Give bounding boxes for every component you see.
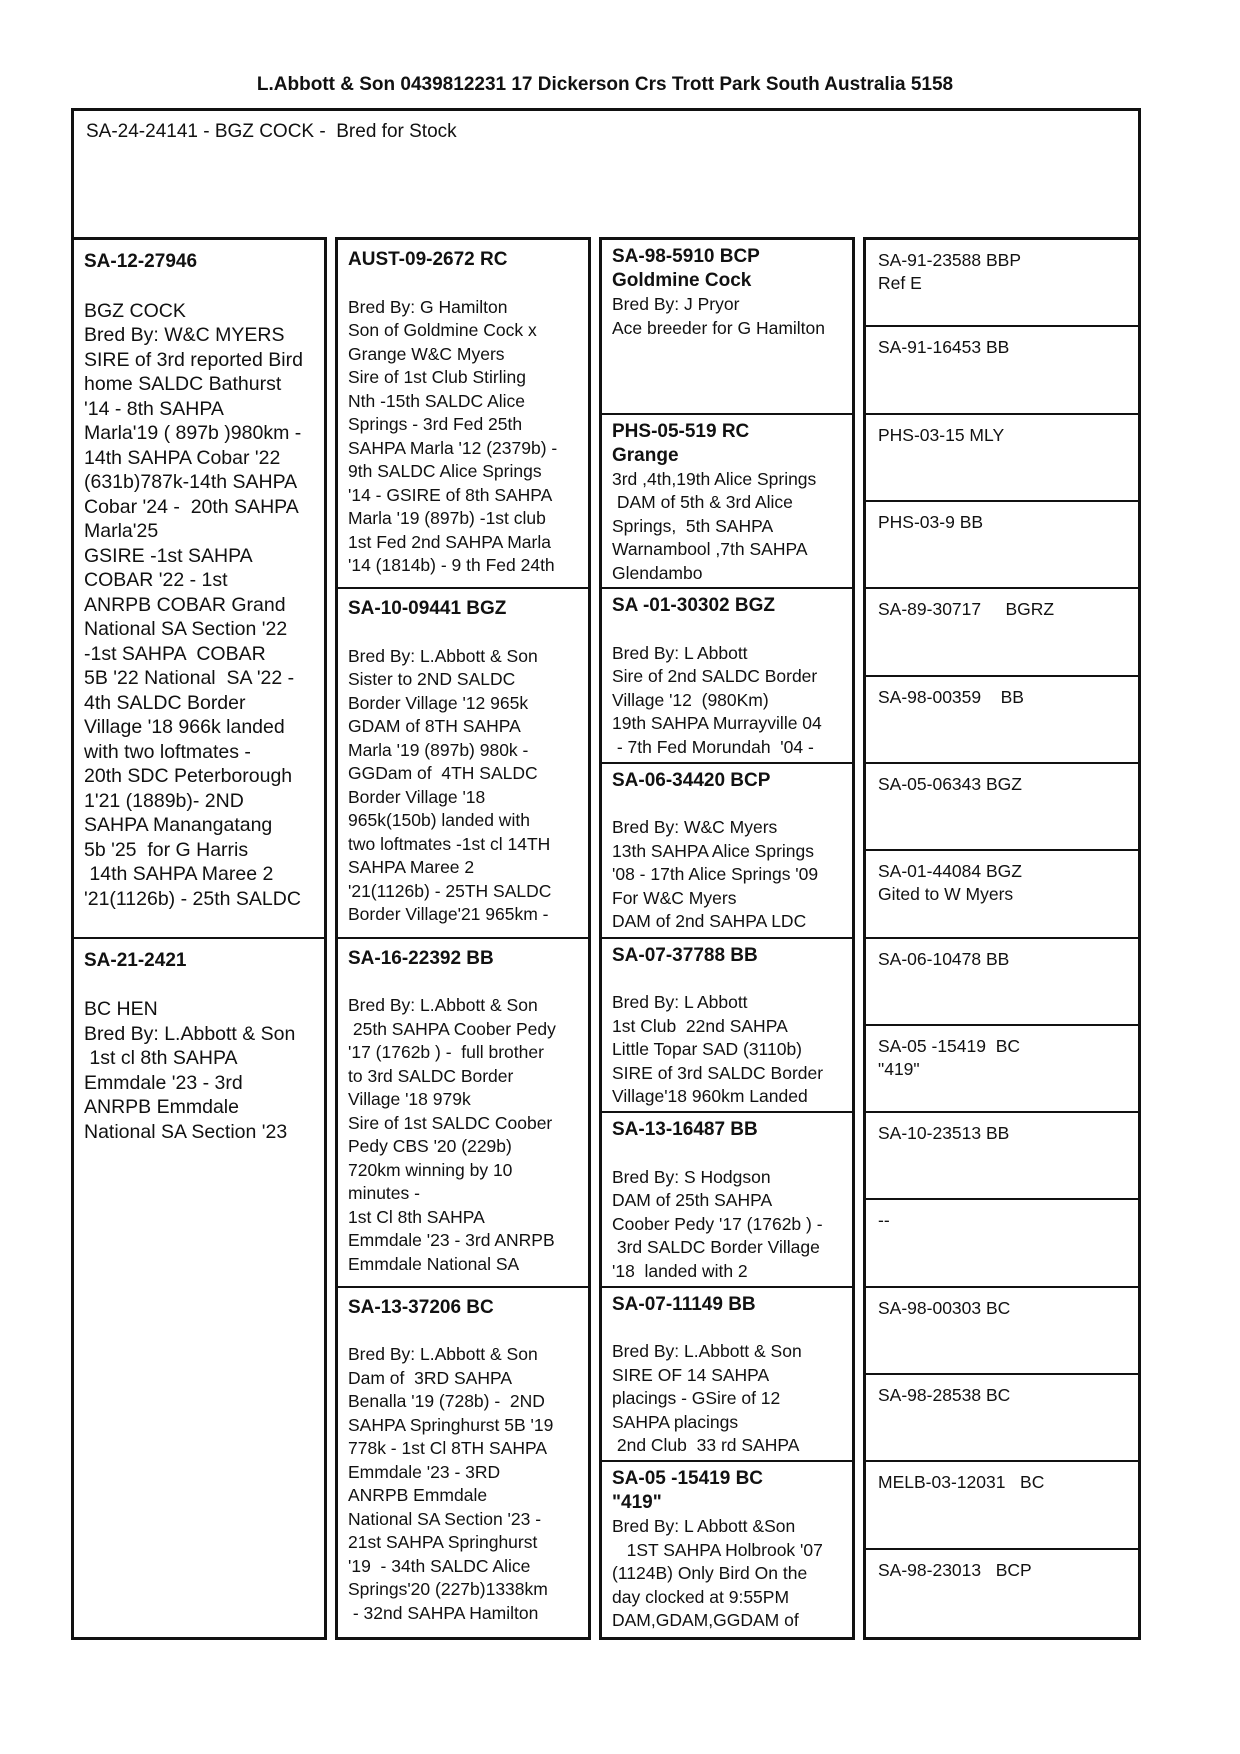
note-line: 19th SAHPA Murrayville 04 xyxy=(612,713,822,734)
note-line: 1'21 (1889b)- 2ND xyxy=(84,789,244,812)
bird-notes xyxy=(878,1471,1126,1494)
great-great-grandparent-cell xyxy=(866,1375,1138,1462)
bird-ring-number: SA-07-11149 BB xyxy=(612,1293,756,1315)
note-line: PHS-03-9 BB xyxy=(878,511,984,532)
note-line: SIRE of 3rd SALDC Border xyxy=(612,1062,824,1083)
note-line: '14 - 8th SAHPA xyxy=(84,397,224,420)
note-line: Village'18 960km Landed xyxy=(612,1086,808,1106)
note-line: SA-06-10478 BB xyxy=(878,948,1010,969)
bird-notes xyxy=(878,948,1126,971)
note-line: "419" xyxy=(878,1058,920,1079)
grandparent-cell xyxy=(338,589,588,938)
note-line: 778k - 1st Cl 8TH SAHPA xyxy=(348,1438,548,1459)
note-line: For W&C Myers xyxy=(612,887,737,908)
note-line: 965k(150b) landed with xyxy=(348,810,530,831)
bird-notes xyxy=(612,1142,842,1283)
great-great-grandparent-cell xyxy=(866,327,1138,414)
note-line: minutes - xyxy=(348,1183,420,1203)
bird-notes xyxy=(878,1384,1126,1407)
note-line: GGDam of 4TH SALDC xyxy=(348,763,538,784)
pedigree-header: L.Abbott & Son 0439812231 17 Dickerson Crs Trott Park South Australia 5158 xyxy=(256,74,954,95)
note-line: '21(1126b) - 25th SALDC xyxy=(84,887,301,910)
note-line: Grange W&C Myers xyxy=(348,343,505,364)
note-line: SIRE OF 14 SAHPA xyxy=(612,1364,770,1385)
note-line: Border Village'21 965km - xyxy=(348,904,549,925)
note-line: DAM of 5th & 3rd Alice xyxy=(612,492,793,513)
note-line: Sire of 1st SALDC Coober xyxy=(348,1112,553,1133)
grandparent-cell xyxy=(338,240,588,589)
note-line: 1st cl 8th SAHPA xyxy=(84,1047,238,1069)
note-line: SIRE of 3rd reported Bird xyxy=(84,348,303,371)
note-line: Little Topar SAD (3110b) xyxy=(612,1039,803,1059)
note-line: Emmdale National SA xyxy=(348,1253,520,1274)
bird-ring-number: SA-12-27946 xyxy=(84,251,198,272)
note-line: Sire of 1st Club Stirling xyxy=(348,367,526,387)
note-line: ANRPB COBAR Grand xyxy=(84,593,286,616)
note-line: Glendambo xyxy=(612,562,703,583)
note-line: Springs, 5th SAHPA xyxy=(612,515,774,536)
note-line: Emmdale '23 - 3RD xyxy=(348,1461,501,1482)
bird-ring-number: AUST-09-2672 RC xyxy=(348,249,508,270)
note-line: SAHPA Maree 2 xyxy=(348,857,475,878)
note-line: 14th SAHPA Maree 2 xyxy=(84,863,274,885)
bird-ring-number: SA-07-37788 BB xyxy=(612,944,758,966)
note-line: Bred By: L.Abbott & Son xyxy=(612,1341,802,1362)
note-line: 3rd ,4th,19th Alice Springs xyxy=(612,468,817,489)
note-line: (1124B) Only Bird On the xyxy=(612,1563,808,1584)
great-great-grandparent-cell xyxy=(866,589,1138,676)
great-grandparent-cell xyxy=(602,764,852,939)
bird-notes xyxy=(878,336,1126,359)
note-line: SAHPA Marla '12 (2379b) - xyxy=(348,437,558,458)
note-line: '17 (1762b ) - full brother xyxy=(348,1042,544,1062)
note-line: 1st Fed 2nd SAHPA Marla xyxy=(348,531,551,552)
note-line xyxy=(348,272,578,296)
note-line: - 7th Fed Morundah '04 - xyxy=(612,736,814,757)
note-line: Bred By: L Abbott xyxy=(612,992,748,1012)
note-line: 3rd SALDC Border Village xyxy=(612,1237,820,1258)
note-line: 1ST SAHPA Holbrook '07 xyxy=(612,1539,823,1560)
bird-notes xyxy=(612,468,842,586)
note-line: ANRPB Emmdale xyxy=(84,1096,239,1118)
note-line xyxy=(348,1320,578,1344)
note-line: 720km winning by 10 xyxy=(348,1159,513,1180)
bird-notes xyxy=(348,272,578,578)
great-grandparent-cell xyxy=(602,1462,852,1637)
note-line: Bred By: W&C MYERS xyxy=(84,324,285,346)
bird-notes xyxy=(348,621,578,927)
note-line: GDAM of 8TH SAHPA xyxy=(348,716,521,737)
note-line: (631b)787k-14th SAHPA xyxy=(84,471,298,493)
note-line: COBAR '22 - 1st xyxy=(84,569,228,591)
note-line: Border Village '18 xyxy=(348,786,486,807)
note-line: SAHPA Springhurst 5B '19 xyxy=(348,1414,554,1435)
bird-notes xyxy=(878,1297,1126,1320)
great-great-grandparent-cell xyxy=(866,1550,1138,1637)
bird-notes xyxy=(878,1122,1126,1145)
bird-name: Grange xyxy=(612,444,679,466)
note-line: Marla '19 (897b) 980k - xyxy=(348,739,529,760)
note-line: home SALDC Bathurst xyxy=(84,373,282,395)
note-line xyxy=(612,793,842,817)
note-line xyxy=(612,618,842,642)
note-line: Village '18 979k xyxy=(348,1089,471,1109)
great-great-grandparent-cell xyxy=(866,1026,1138,1113)
bird-notes xyxy=(878,424,1126,447)
note-line: MELB-03-12031 BC xyxy=(878,1472,1045,1493)
note-line: -- xyxy=(878,1210,890,1231)
bird-ring-number: SA-10-09441 BGZ xyxy=(348,598,507,620)
note-line: SA-05-06343 BGZ xyxy=(878,773,1022,794)
note-line: Bred By: L Abbott xyxy=(612,642,748,663)
note-line: National SA Section '23 xyxy=(84,1120,288,1143)
note-line: to 3rd SALDC Border xyxy=(348,1065,514,1086)
note-line: Bred By: J Pryor xyxy=(612,294,740,314)
note-line: Bred By: S Hodgson xyxy=(612,1166,771,1187)
great-great-grandparent-cell xyxy=(866,240,1138,327)
bird-notes xyxy=(878,1559,1126,1582)
note-line: day clocked at 9:55PM xyxy=(612,1586,790,1607)
note-line: National SA Section '22 xyxy=(84,618,288,640)
bird-notes xyxy=(878,511,1126,534)
note-line: Gited to W Myers xyxy=(878,884,1014,905)
bird-notes xyxy=(878,1209,1126,1232)
great-great-grandparents-column xyxy=(863,237,1141,1640)
note-line xyxy=(612,968,842,992)
note-line: GSIRE -1st SAHPA xyxy=(84,544,253,567)
great-grandparent-cell xyxy=(602,1288,852,1463)
note-line: SA-91-16453 BB xyxy=(878,337,1010,358)
note-line: BGZ COCK xyxy=(84,299,186,322)
bird-ring-number: SA-13-16487 BB xyxy=(612,1119,758,1141)
note-line: PHS-03-15 MLY xyxy=(878,424,1005,445)
note-line: Bred By: L Abbott &Son xyxy=(612,1516,796,1537)
note-line: Border Village '12 965k xyxy=(348,692,529,713)
note-line: '18 landed with 2 xyxy=(612,1260,748,1281)
great-great-grandparent-cell xyxy=(866,502,1138,589)
note-line xyxy=(84,274,314,299)
bird-notes xyxy=(612,1317,842,1458)
note-line: Marla'19 ( 897b )980km - xyxy=(84,422,302,444)
great-great-grandparent-cell xyxy=(866,1462,1138,1549)
bird-notes xyxy=(612,1515,842,1633)
bird-notes xyxy=(84,973,314,1145)
note-line: 14th SAHPA Cobar '22 xyxy=(84,446,281,469)
great-grandparents-column xyxy=(599,237,855,1640)
note-line: two loftmates -1st cl 14TH xyxy=(348,833,551,854)
note-line: '14 - GSIRE of 8th SAHPA xyxy=(348,484,553,505)
note-line: SA-98-00359 BB xyxy=(878,686,1024,707)
great-great-grandparent-cell xyxy=(866,1113,1138,1200)
bird-ring-number: SA-06-34420 BCP xyxy=(612,769,771,791)
note-line: 13th SAHPA Alice Springs xyxy=(612,840,815,861)
note-line: - 32nd SAHPA Hamilton xyxy=(348,1602,539,1623)
bird-title: SA-24-24141 - BGZ COCK - Bred for Stock xyxy=(86,121,457,142)
note-line: Sister to 2ND SALDC xyxy=(348,669,516,690)
note-line: Bred By: L.Abbott & Son xyxy=(348,645,538,666)
great-grandparent-cell xyxy=(602,240,852,415)
note-line: -1st SAHPA COBAR xyxy=(84,642,266,665)
note-line xyxy=(348,621,578,645)
note-line: Cobar '24 - 20th SAHPA xyxy=(84,495,299,518)
note-line: Dam of 3RD SAHPA xyxy=(348,1367,513,1388)
bird-notes xyxy=(612,793,842,934)
note-line: Emmdale '23 - 3rd ANRPB xyxy=(348,1230,555,1250)
note-line: '19 - 34th SALDC Alice xyxy=(348,1555,531,1576)
bird-notes xyxy=(348,971,578,1277)
note-line: Marla'25 xyxy=(84,520,159,542)
bird-notes xyxy=(348,1320,578,1626)
bird-notes xyxy=(612,293,842,340)
note-line: SA-05 -15419 BC xyxy=(878,1035,1021,1056)
note-line: SA-10-23513 BB xyxy=(878,1123,1010,1144)
note-line: SA-91-23588 BBP xyxy=(878,250,1022,270)
note-line xyxy=(348,971,578,995)
note-line: SAHPA Manangatang xyxy=(84,814,273,836)
grandparent-cell xyxy=(338,1288,588,1637)
great-grandparent-cell xyxy=(602,589,852,764)
note-line: SA-89-30717 BGRZ xyxy=(878,599,1055,620)
note-line: 21st SAHPA Springhurst xyxy=(348,1532,538,1553)
note-line: Bred By: W&C Myers xyxy=(612,817,778,838)
bird-notes xyxy=(84,274,314,911)
note-line: 20th SDC Peterborough xyxy=(84,765,293,787)
note-line: Pedy CBS '20 (229b) xyxy=(348,1136,512,1156)
bird-ring-number: PHS-05-519 RC xyxy=(612,420,750,442)
note-line xyxy=(84,973,314,998)
note-line: Village '12 (980Km) xyxy=(612,689,769,710)
great-grandparent-cell xyxy=(602,1113,852,1288)
note-line: 9th SALDC Alice Springs xyxy=(348,461,542,481)
note-line: Bred By: G Hamilton xyxy=(348,296,508,317)
great-grandparent-cell xyxy=(602,415,852,590)
note-line: Ace breeder for G Hamilton xyxy=(612,317,826,338)
note-line: Bred By: L.Abbott & Son xyxy=(348,995,538,1015)
great-great-grandparent-cell xyxy=(866,764,1138,851)
note-line: DAM of 25th SAHPA xyxy=(612,1190,773,1211)
great-great-grandparent-cell xyxy=(866,1200,1138,1287)
bird-ring-number: SA-16-22392 BB xyxy=(348,947,494,969)
note-line: Son of Goldmine Cock x xyxy=(348,320,537,340)
note-line: Village '18 966k landed xyxy=(84,716,285,738)
note-line: with two loftmates - xyxy=(84,740,251,763)
note-line: 1st Club 22nd SAHPA xyxy=(612,1015,788,1036)
bird-notes xyxy=(612,968,842,1109)
note-line: SA-98-00303 BC xyxy=(878,1297,1011,1318)
note-line: SA-98-23013 BCP xyxy=(878,1559,1032,1580)
bird-notes xyxy=(878,598,1126,621)
note-line: Springs'20 (227b)1338km xyxy=(348,1579,548,1600)
note-line: 1st Cl 8th SAHPA xyxy=(348,1206,485,1227)
note-line: 4th SALDC Border xyxy=(84,691,246,714)
note-line: '08 - 17th Alice Springs '09 xyxy=(612,864,819,885)
note-line: SA-01-44084 BGZ xyxy=(878,861,1022,882)
great-great-grandparent-cell xyxy=(866,851,1138,938)
bird-notes xyxy=(878,860,1126,906)
note-line: 2nd Club 33 rd SAHPA xyxy=(612,1435,800,1456)
great-great-grandparent-cell xyxy=(866,939,1138,1026)
note-line: '21(1126b) - 25TH SALDC xyxy=(348,880,552,901)
grandparent-cell xyxy=(338,939,588,1288)
note-line: Springs - 3rd Fed 25th xyxy=(348,414,523,434)
bird-ring-number: SA-98-5910 BCP xyxy=(612,246,760,267)
parent-cell xyxy=(74,939,324,1638)
note-line: Bred By: L.Abbott & Son xyxy=(84,1022,296,1045)
grandparents-column xyxy=(335,237,591,1640)
note-line: BC HEN xyxy=(84,998,158,1020)
bird-notes xyxy=(612,618,842,759)
note-line: ANRPB Emmdale xyxy=(348,1485,488,1506)
note-line: 5B '22 National SA '22 - xyxy=(84,667,295,689)
great-grandparent-cell xyxy=(602,939,852,1114)
note-line xyxy=(612,1142,842,1166)
note-line: SA-98-28538 BC xyxy=(878,1385,1011,1406)
note-line: 5b '25 for G Harris xyxy=(84,838,249,861)
note-line: SAHPA placings xyxy=(612,1411,739,1432)
bird-ring-number: SA-05 -15419 BC xyxy=(612,1468,764,1490)
note-line: Benalla '19 (728b) - 2ND xyxy=(348,1391,545,1412)
note-line: National SA Section '23 - xyxy=(348,1508,542,1529)
bird-ring-number: SA -01-30302 BGZ xyxy=(612,595,775,617)
bird-notes xyxy=(878,1035,1126,1081)
parent-cell xyxy=(74,240,324,939)
note-line: Emmdale '23 - 3rd xyxy=(84,1071,243,1094)
note-line: 25th SAHPA Coober Pedy xyxy=(348,1018,556,1039)
great-great-grandparent-cell xyxy=(866,415,1138,502)
note-line: Marla '19 (897b) -1st club xyxy=(348,508,546,528)
note-line xyxy=(612,1317,842,1341)
note-line: DAM of 2nd SAHPA LDC xyxy=(612,911,807,932)
note-line: '14 (1814b) - 9 th Fed 24th xyxy=(348,555,555,575)
bird-notes xyxy=(878,686,1126,709)
bird-notes xyxy=(878,249,1126,295)
note-line: Bred By: L.Abbott & Son xyxy=(348,1344,538,1365)
note-line: Sire of 2nd SALDC Border xyxy=(612,666,818,687)
note-line: Nth -15th SALDC Alice xyxy=(348,390,526,411)
note-line: Coober Pedy '17 (1762b ) - xyxy=(612,1213,823,1234)
bird-notes xyxy=(878,773,1126,796)
great-great-grandparent-cell xyxy=(866,677,1138,764)
note-line: DAM,GDAM,GGDAM of xyxy=(612,1610,799,1631)
bird-title-box xyxy=(71,108,1141,239)
bird-name: "419" xyxy=(612,1492,662,1514)
bird-name: Goldmine Cock xyxy=(612,270,752,291)
note-line: Warnambool ,7th SAHPA xyxy=(612,539,808,560)
great-great-grandparent-cell xyxy=(866,1288,1138,1375)
bird-ring-number: SA-13-37206 BC xyxy=(348,1296,494,1318)
sire-dam-column xyxy=(71,237,327,1640)
note-line: Ref E xyxy=(878,273,922,293)
note-line: placings - GSire of 12 xyxy=(612,1388,781,1409)
bird-ring-number: SA-21-2421 xyxy=(84,949,187,971)
